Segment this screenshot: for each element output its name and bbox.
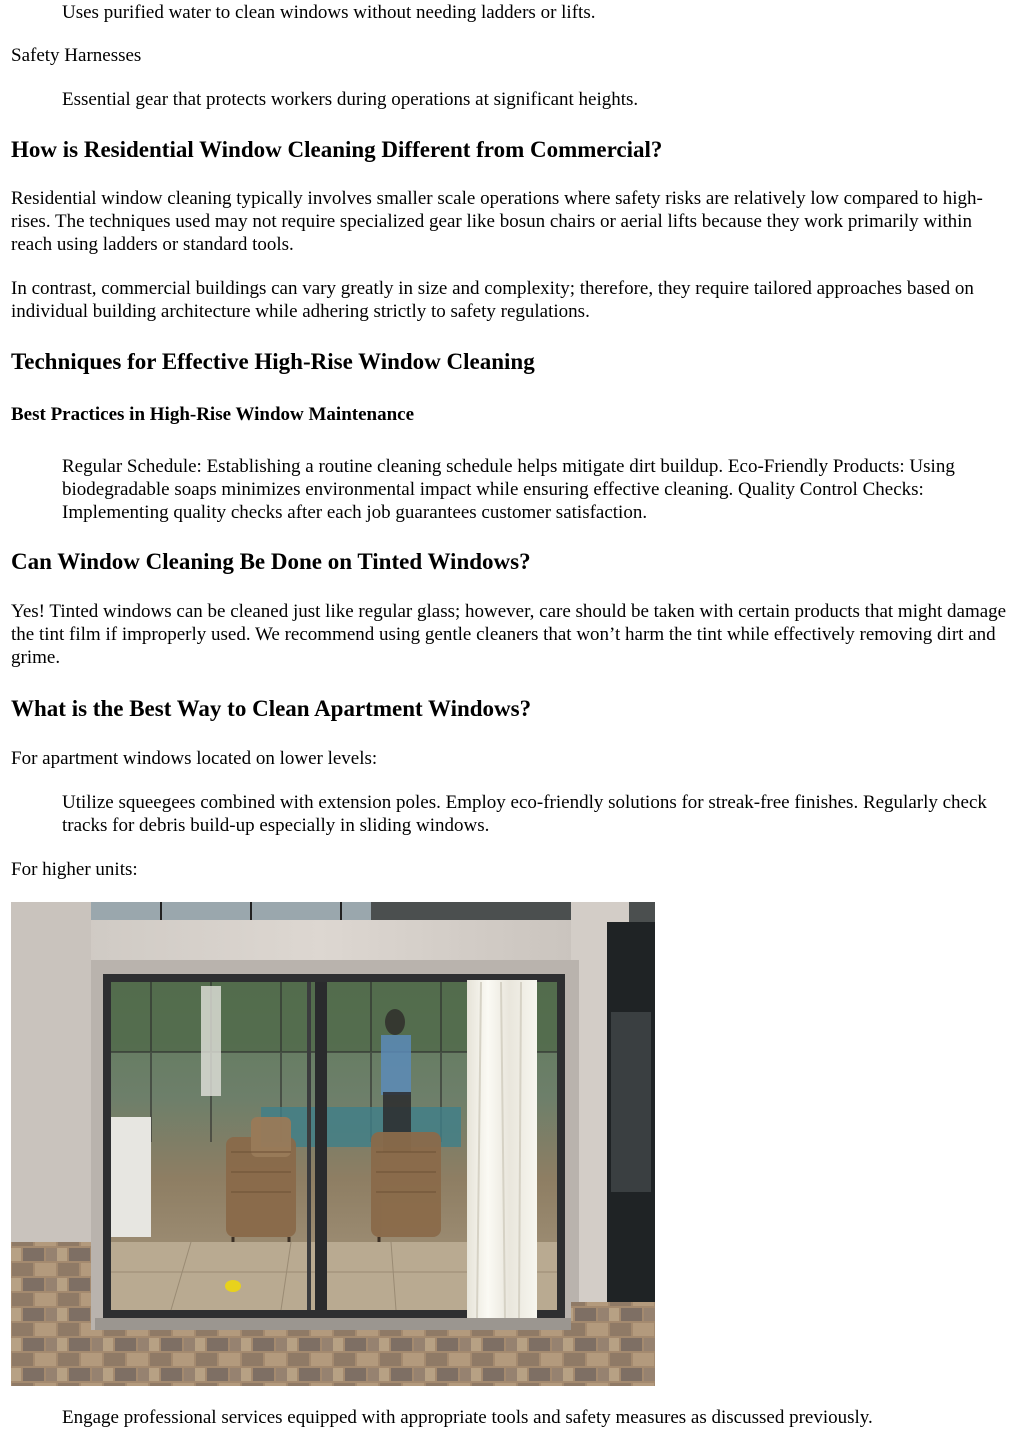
section-heading-techniques: Techniques for Effective High-Rise Window Cleaning: [11, 349, 535, 374]
section-heading-tinted: Can Window Cleaning Be Done on Tinted Windows?: [11, 549, 531, 574]
blockquote-paragraph: Regular Schedule: Establishing a routine cleaning schedule helps mitigate dirt buildup. Eco-Friendly Products: Using biodegradable soaps minimizes environmental impact while ensuring effective cleaning. Quality Control Checks: Implementing quality checks after each job guarantees customer satisfaction.: [62, 456, 955, 523]
subsection-heading: Best Practices in High-Rise Window Maintenance: [11, 404, 415, 425]
section-heading-apartment: What is the Best Way to Clean Apartment Windows?: [11, 696, 532, 721]
paragraph: For higher units:: [11, 859, 138, 880]
list-item-description: Uses purified water to clean windows without needing ladders or lifts.: [62, 2, 596, 23]
sliding-door-illustration: [11, 902, 655, 1386]
paragraph: Yes! Tinted windows can be cleaned just like regular glass; however, care should be taken with certain products that might damage the tint film if improperly used. We recommend using gentle cleaners that won’t harm the tint while effectively removing dirt and grime.: [11, 601, 1007, 668]
list-item-term: Safety Harnesses: [11, 45, 142, 66]
list-item-description: Essential gear that protects workers during operations at significant heights.: [62, 89, 639, 110]
paragraph: For apartment windows located on lower levels:: [11, 748, 378, 769]
blockquote-paragraph: Utilize squeegees combined with extension poles. Employ eco-friendly solutions for streak-free finishes. Regularly check tracks for debris build-up especially in sliding windows.: [62, 792, 987, 836]
paragraph: In contrast, commercial buildings can vary greatly in size and complexity; therefore, they require tailored approaches based on individual building architecture while adhering strictly to safety regulations.: [11, 278, 974, 322]
section-heading-residential: How is Residential Window Cleaning Different from Commercial?: [11, 137, 663, 162]
sliding-door-photo: [11, 902, 655, 1386]
blockquote-paragraph: Engage professional services equipped with appropriate tools and safety measures as discussed previously.: [62, 1407, 873, 1428]
paragraph: Residential window cleaning typically involves smaller scale operations where safety risks are relatively low compared to high-rises. The techniques used may not require specialized gear like bosun chairs or aerial lifts because they work primarily within reach using ladders or standard tools.: [11, 188, 983, 255]
